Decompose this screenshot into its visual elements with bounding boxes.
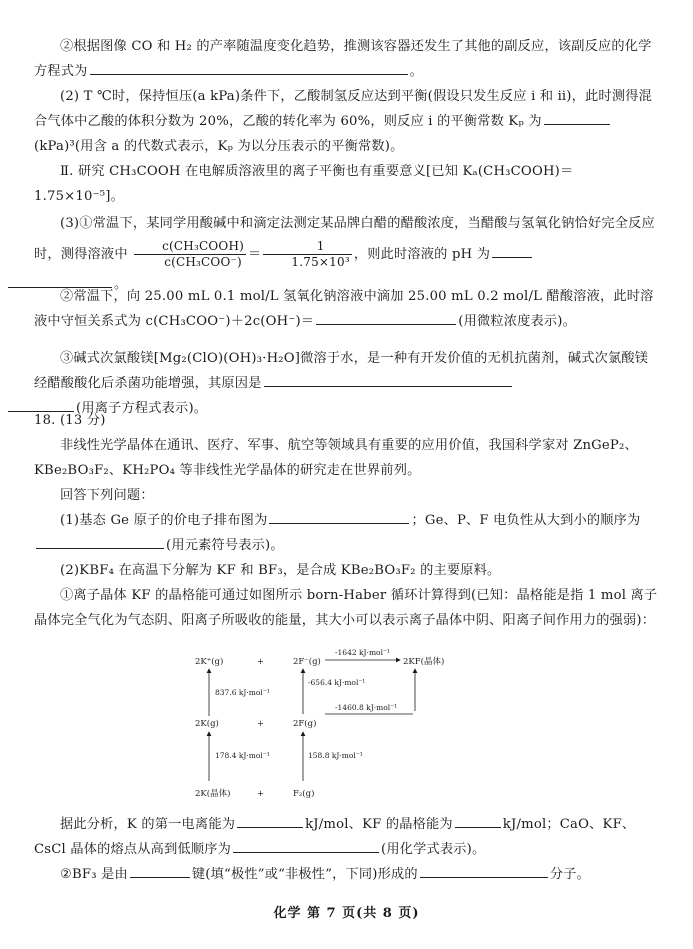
k-crystal-label: 2K(晶体) bbox=[195, 789, 231, 799]
ratio-value-fraction: $\frac{1}{\text{1.75×10³}}$ bbox=[263, 239, 351, 270]
lattice-energy-value: -1642 kJ·mol⁻¹ bbox=[335, 648, 390, 657]
paragraph-titration-ph: (3)①常温下，某同学用酸碱中和滴定法测定某品牌白醋的醋酸浓度，当醋酸与氢氧化钠恰好完全反应时，测得溶液中 $\frac{\text{c(CH₃COOH)}}{\text{c(CH₃COO⁻)}}$ ＝ $\frac{1}{\text{1.75×10³}}$ ，则此时溶液的 pH 为 。 bbox=[34, 209, 660, 300]
k-ion-gas-label: 2K⁺(g) bbox=[195, 657, 224, 667]
electron-affinity-value: -656.4 kJ·mol⁻¹ bbox=[308, 678, 366, 687]
paragraph-lattice-energy: ①离子晶体 KF 的晶格能可通过如图所示 born-Haber 循环计算得到(已知：晶格能是指 1 mol 离子晶体完全气化为气态阴、阳离子所吸收的能量，其大小可以表示离子晶体中阴、阳离子间作用力的强弱)： bbox=[34, 588, 658, 628]
f-ion-gas-label: 2F⁻(g) bbox=[293, 657, 321, 667]
ionization-energy-value: 837.6 kJ·mol⁻¹ bbox=[215, 688, 270, 697]
dissociation-energy-value: 158.8 kJ·mol⁻¹ bbox=[308, 751, 363, 760]
paragraph-section-ii: Ⅱ. 研究 CH₃COOH 在电解质溶液里的离子平衡也有重要意义[已知 Kₐ(CH₃COOH)＝1.75×10⁻⁵]。 bbox=[34, 164, 574, 204]
answer-blank[interactable] bbox=[420, 863, 548, 878]
paragraph-equilibrium-constant: (2) T ℃时，保持恒压(a kPa)条件下，乙酸制氢反应达到平衡(假设只发生反应 ⅰ 和 ⅱ)，此时测得混合气体中乙酸的体积分数为 20%，乙酸的转化率为 60%，则反应 ⅰ 的平衡常数 Kₚ 为(kPa)³(用含 a 的代数式表示，Kₚ 为以分压表示的平衡常数)。 bbox=[34, 89, 652, 154]
paragraph-hypochlorite: ③碱式次氯酸镁[Mg₂(ClO)(OH)₃·H₂O]微溶于水，是一种有开发价值的无机抗菌剂，碱式次氯酸镁经醋酸酸化后杀菌功能增强，其原因是 (用离子方程式表示)。 bbox=[34, 346, 660, 421]
born-haber-cycle-diagram bbox=[195, 648, 465, 806]
plus-sign: + bbox=[257, 657, 265, 667]
paragraph-side-reaction: ②根据图像 CO 和 H₂ 的产率随温度变化趋势，推测该容器还发生了其他的副反应，该副反应的化学方程式为 。 bbox=[34, 39, 652, 79]
row2-energy-value: -1460.8 kJ·mol⁻¹ bbox=[335, 703, 398, 712]
answer-blank[interactable] bbox=[237, 813, 303, 828]
answer-blank[interactable] bbox=[264, 372, 512, 387]
answer-blank[interactable] bbox=[544, 110, 610, 125]
paragraph-bf3: ②BF₃ 是由 键(填“极性”或“非极性”，下同)形成的 分子。 bbox=[34, 862, 660, 887]
paragraph-ionization-energy: 据此分析，K 的第一电离能为 kJ/mol、KF 的晶格能为 kJ/mol；CaO、KF、CsCl 晶体的熔点从高到低顺序为 (用化学式表示)。 bbox=[34, 812, 660, 862]
paragraph-kbf4: (2)KBF₄ 在高温下分解为 KF 和 BF₃，是合成 KBe₂BO₃F₂ 的主要原料。 bbox=[60, 563, 501, 578]
answer-blank[interactable] bbox=[233, 838, 379, 853]
concentration-ratio-fraction: $\frac{\text{c(CH₃COOH)}}{\text{c(CH₃COO⁻)}}$ bbox=[134, 239, 246, 270]
answer-blank[interactable] bbox=[36, 534, 164, 549]
paragraph-ge-electronegativity: (1)基态 Ge 原子的价电子排布图为 ；Ge、P、F 电负性从大到小的顺序为(用元素符号表示)。 bbox=[34, 508, 660, 558]
page-footer: 化学 第 7 页(共 8 页) bbox=[273, 906, 420, 921]
f2-gas-label: F₂(g) bbox=[293, 789, 315, 799]
answer-blank[interactable] bbox=[269, 509, 409, 524]
plus-sign: + bbox=[257, 789, 265, 799]
answer-blank[interactable] bbox=[455, 813, 501, 828]
answer-blank[interactable] bbox=[492, 243, 532, 258]
sublimation-energy-value: 178.4 kJ·mol⁻¹ bbox=[215, 751, 270, 760]
answer-blank[interactable] bbox=[130, 863, 190, 878]
paragraph-nonlinear-crystals: 非线性光学晶体在通讯、医疗、军事、航空等领域具有重要的应用价值，我国科学家对 ZnGeP₂、KBe₂BO₃F₂、KH₂PO₄ 等非线性光学晶体的研究走在世界前列。 bbox=[34, 438, 638, 478]
question-18-heading: 18. (13 分) bbox=[34, 413, 106, 428]
answer-blank[interactable] bbox=[90, 60, 408, 75]
kf-crystal-label: 2KF(晶体) bbox=[403, 657, 445, 667]
plus-sign: + bbox=[257, 719, 265, 729]
answer-blank[interactable] bbox=[316, 310, 456, 325]
k-gas-label: 2K(g) bbox=[195, 719, 219, 729]
paragraph-conservation: ②常温下，向 25.00 mL 0.1 mol/L 氢氧化钠溶液中滴加 25.00 mL 0.2 mol/L 醋酸溶液，此时溶液中守恒关系式为 c(CH₃COO⁻)＋2c(OH⁻)＝ (用微粒浓度表示)。 bbox=[34, 289, 654, 329]
f-gas-label: 2F(g) bbox=[293, 719, 317, 729]
paragraph-answer-prompt: 回答下列问题： bbox=[60, 488, 154, 503]
